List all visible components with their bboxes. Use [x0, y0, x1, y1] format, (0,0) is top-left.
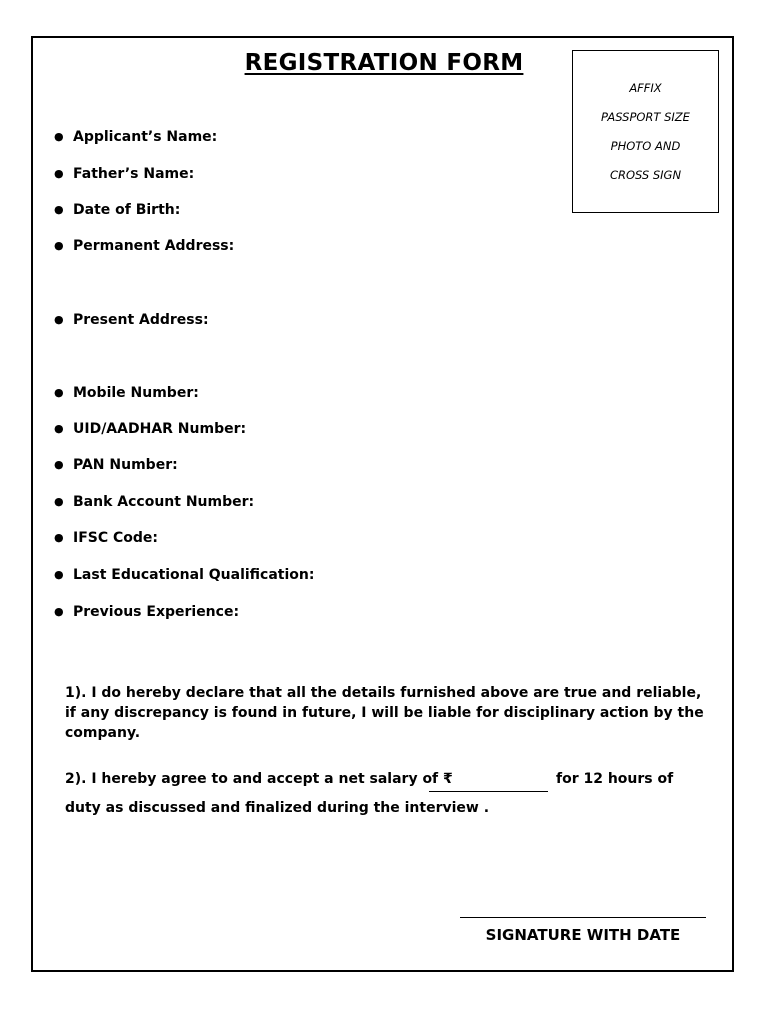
photo-box-line: PHOTO AND [610, 139, 681, 153]
field-label: Mobile Number: [73, 385, 199, 401]
declaration-2-line-a [65, 771, 453, 787]
field-label: UID/AADHAR Number: [73, 421, 247, 437]
salary-blank-line[interactable] [429, 791, 548, 792]
field-ifsc-code [54, 530, 158, 546]
bullet-icon: ● [54, 167, 64, 180]
field-father-name [54, 166, 194, 182]
field-pan-number [54, 457, 178, 473]
field-label: PAN Number: [73, 457, 178, 473]
field-present-address [54, 312, 209, 328]
field-permanent-address [54, 238, 234, 254]
field-last-qualification [54, 567, 314, 583]
signature-line[interactable] [460, 917, 706, 918]
declaration-1: 1). I do hereby declare that all the details furnished above are true and reliable, if any discrepancy is found in future, I will be liable for disciplinary action by the company. [65, 685, 704, 741]
bullet-icon: ● [54, 458, 64, 471]
field-aadhar-number [54, 421, 246, 437]
bullet-icon: ● [54, 130, 64, 143]
field-bank-account-number [54, 494, 254, 510]
field-label: Permanent Address: [73, 238, 235, 254]
field-applicant-name [54, 129, 217, 145]
bullet-icon: ● [54, 203, 64, 216]
photo-box-line: CROSS SIGN [609, 168, 682, 182]
field-label: Date of Birth: [73, 202, 181, 218]
field-label: Last Educational Qualification: [73, 567, 315, 583]
bullet-icon: ● [54, 568, 64, 581]
rupee-icon: ₹ [443, 771, 453, 787]
field-label: Father’s Name: [73, 166, 195, 182]
declaration-2-text: 2). I hereby agree to and accept a net salary of [65, 771, 439, 787]
bullet-icon: ● [54, 605, 64, 618]
field-label: Present Address: [73, 312, 209, 328]
field-previous-experience [54, 604, 239, 620]
field-mobile-number [54, 385, 199, 401]
field-label: Applicant’s Name: [73, 129, 218, 145]
declaration-2-line-b: duty as discussed and finalized during the interview . [65, 800, 490, 816]
signature-label: SIGNATURE WITH DATE [485, 926, 681, 944]
field-label: Previous Experience: [73, 604, 240, 620]
photo-box-line: PASSPORT SIZE [601, 110, 690, 124]
field-date-of-birth [54, 202, 180, 218]
photo-box [572, 50, 719, 213]
bullet-icon: ● [54, 313, 64, 326]
bullet-icon: ● [54, 495, 64, 508]
bullet-icon: ● [54, 386, 64, 399]
bullet-icon: ● [54, 239, 64, 252]
field-label: Bank Account Number: [73, 494, 255, 510]
field-label: IFSC Code: [73, 530, 159, 546]
form-title: REGISTRATION FORM [244, 50, 524, 76]
bullet-icon: ● [54, 422, 64, 435]
declaration-2-suffix: for 12 hours of [556, 771, 674, 787]
photo-box-line: AFFIX [629, 81, 662, 95]
bullet-icon: ● [54, 531, 64, 544]
